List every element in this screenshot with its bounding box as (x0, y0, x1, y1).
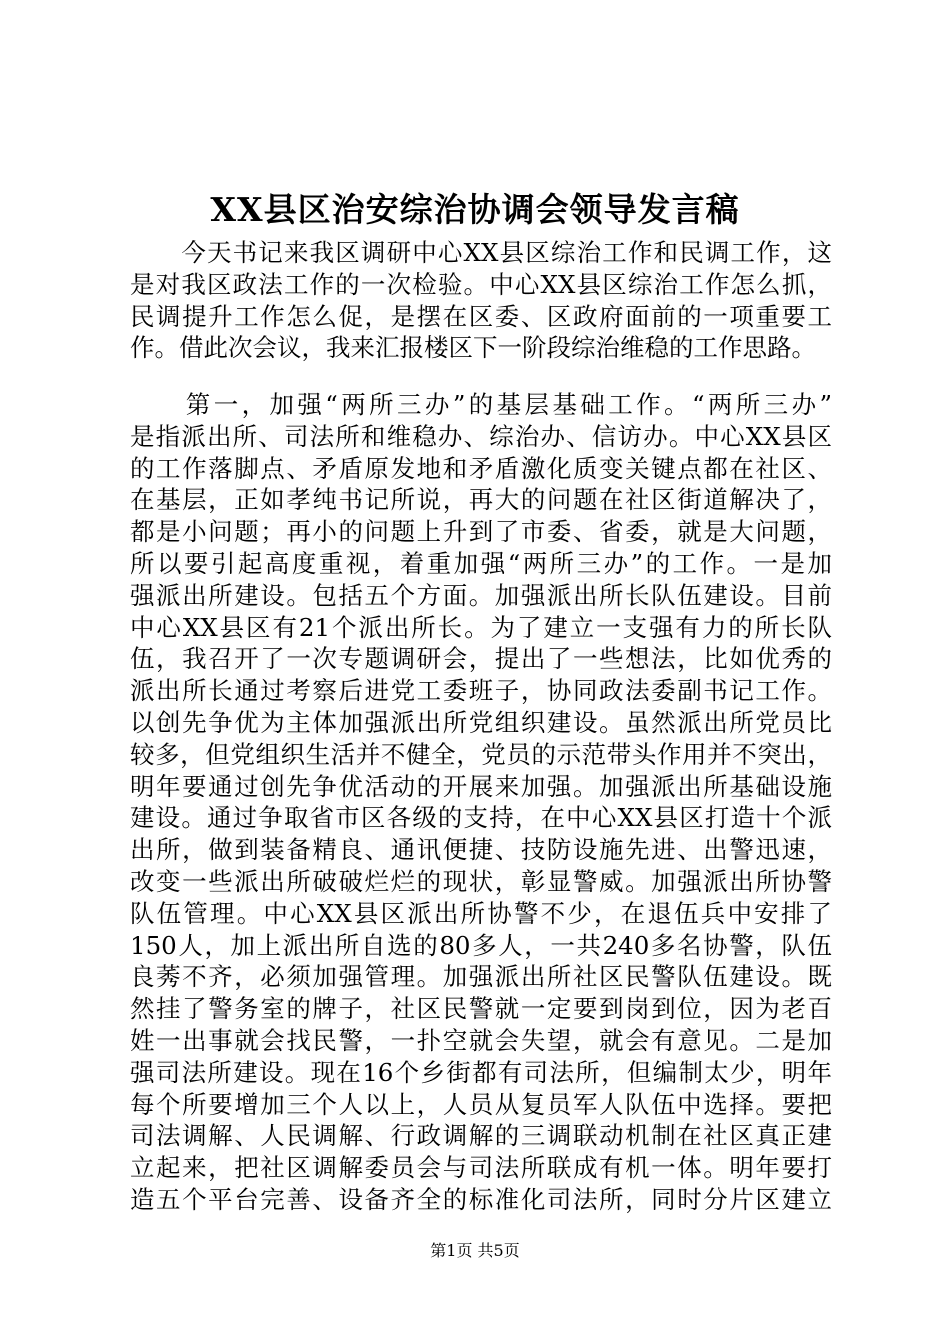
text-line: 立起来，把社区调解委员会与司法所联成有机一体。明年要打 (130, 1153, 832, 1183)
text-line: 在基层，正如孝纯书记所说，再大的问题在社区街道解决了， (130, 485, 832, 515)
text-line: 所以要引起高度重视，着重加强“两所三办”的工作。一是加 (130, 548, 832, 578)
text-line: 今天书记来我区调研中心XX县区综治工作和民调工作，这 (130, 238, 832, 267)
text-line: 民调提升工作怎么促，是摆在区委、区政府面前的一项重要工 (130, 301, 832, 331)
text-line: 作。借此次会议，我来汇报楼区下一阶段综治维稳的工作思路。 (130, 333, 816, 363)
text-line: 是指派出所、司法所和维稳办、综治办、信访办。中心XX县区 (130, 421, 832, 451)
text-line: 明年要通过创先争优活动的开展来加强。加强派出所基础设施 (130, 771, 832, 801)
text-line: 都是小问题；再小的问题上升到了市委、省委，就是大问题， (130, 517, 832, 547)
text-line: 出所，做到装备精良、通讯便捷、技防设施先进、出警迅速， (130, 835, 832, 865)
text-line: 强派出所建设。包括五个方面。加强派出所长队伍建设。目前 (130, 580, 832, 610)
text-line: 良莠不齐，必须加强管理。加强派出所社区民警队伍建设。既 (130, 962, 832, 992)
text-line: 以创先争优为主体加强派出所党组织建设。虽然派出所党员比 (130, 707, 832, 737)
text-line: 150人，加上派出所自选的80多人，一共240多名协警，队伍 (130, 930, 832, 960)
text-line: 中心XX县区有21个派出所长。为了建立一支强有力的所长队 (130, 612, 832, 642)
text-line: 然挂了警务室的牌子，社区民警就一定要到岗到位，因为老百 (130, 994, 832, 1024)
text-line: 伍，我召开了一次专题调研会，提出了一些想法，比如优秀的 (130, 644, 832, 674)
text-line: 第一，加强“两所三办”的基层基础工作。“两所三办” (130, 390, 832, 419)
document-title: XX县区治安综治协调会领导发言稿 (210, 190, 740, 229)
paragraph-intro (130, 237, 832, 364)
text-line: 建设。通过争取省市区各级的支持，在中心XX县区打造十个派 (130, 803, 832, 833)
text-line: 派出所长通过考察后进党工委班子，协同政法委副书记工作。 (130, 676, 832, 706)
text-line: 司法调解、人民调解、行政调解的三调联动机制在社区真正建 (130, 1121, 832, 1151)
text-line: 姓一出事就会找民警，一扑空就会失望，就会有意见。二是加 (130, 1025, 832, 1055)
text-line: 较多，但党组织生活并不健全，党员的示范带头作用并不突出， (130, 739, 832, 769)
text-line: 的工作落脚点、矛盾原发地和矛盾激化质变关键点都在社区、 (130, 453, 832, 483)
page-number-footer: 第1页 共5页 (430, 1241, 520, 1260)
text-line: 是对我区政法工作的一次检验。中心XX县区综治工作怎么抓， (130, 269, 832, 299)
paragraph-first-point (130, 389, 832, 1216)
text-line: 强司法所建设。现在16个乡街都有司法所，但编制太少，明年 (130, 1057, 832, 1087)
text-line: 改变一些派出所破破烂烂的现状，彰显警威。加强派出所协警 (130, 866, 832, 896)
text-line: 每个所要增加三个人以上，人员从复员军人队伍中选择。要把 (130, 1089, 832, 1119)
text-line: 队伍管理。中心XX县区派出所协警不少，在退伍兵中安排了 (130, 898, 832, 928)
text-line: 造五个平台完善、设备齐全的标准化司法所，同时分片区建立 (130, 1184, 832, 1214)
